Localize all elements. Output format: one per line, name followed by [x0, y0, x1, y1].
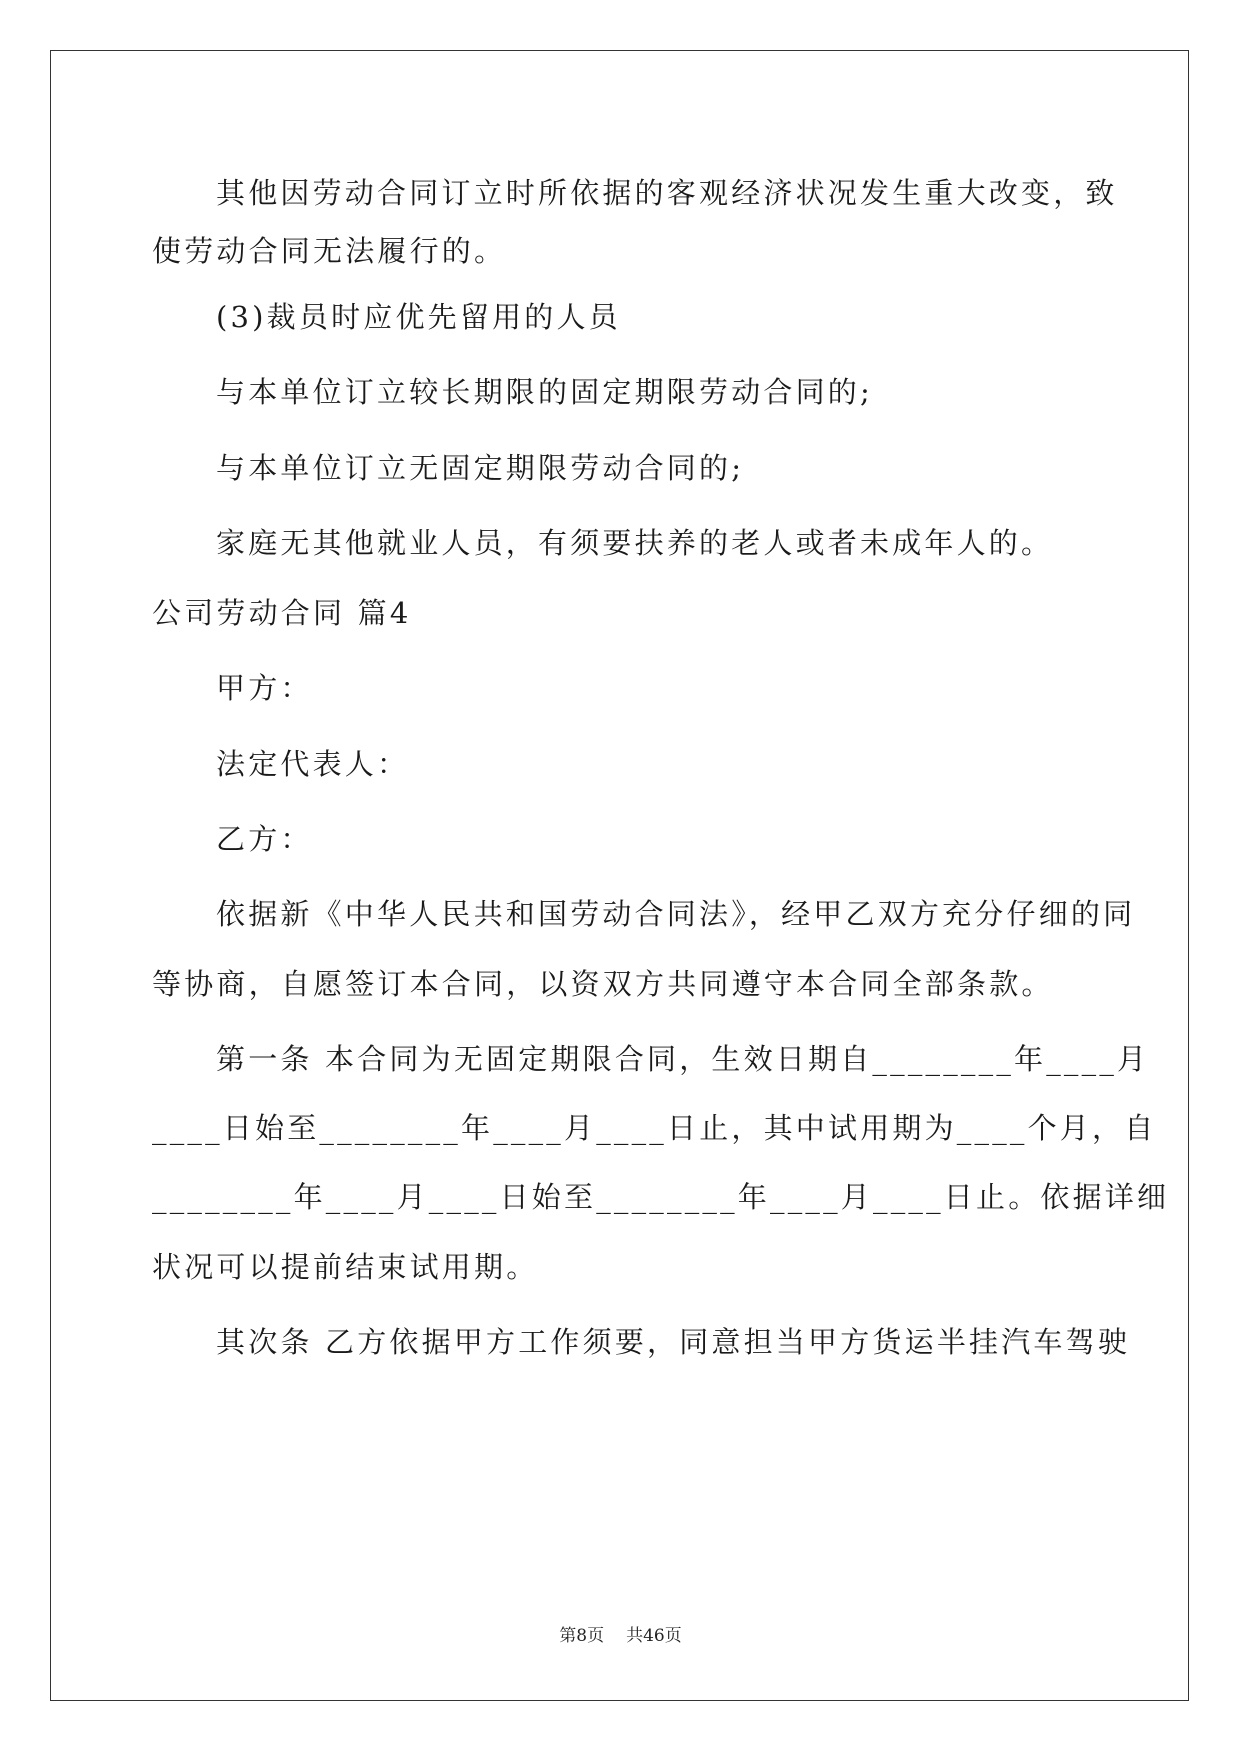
- paragraph-line: 与本单位订立较长期限的固定期限劳动合同的;: [216, 375, 873, 409]
- paragraph-line: 法定代表人：: [216, 747, 410, 781]
- paragraph-line: (3)裁员时应优先留用的人员: [216, 300, 621, 334]
- paragraph-line: 家庭无其他就业人员，有须要扶养的老人或者未成年人的。: [216, 526, 1054, 560]
- paragraph-line: 依据新《中华人民共和国劳动合同法》，经甲乙双方充分仔细的同: [216, 897, 1136, 931]
- page-current-number: 第8页: [559, 1626, 605, 1646]
- page-total-count: 共46页: [626, 1626, 682, 1646]
- paragraph-line: 甲方：: [216, 671, 313, 705]
- section-heading: 公司劳动合同 篇4: [152, 596, 412, 630]
- page-footer: [0, 1625, 1241, 1647]
- paragraph-line: ________年____月____日始至________年____月____日止。依据详细: [152, 1180, 1170, 1214]
- paragraph-line: 与本单位订立无固定期限劳动合同的;: [216, 451, 745, 485]
- paragraph-line: 其他因劳动合同订立时所依据的客观经济状况发生重大改变，致: [216, 176, 1118, 210]
- paragraph-line: 其次条 乙方依据甲方工作须要，同意担当甲方货运半挂汽车驾驶: [216, 1325, 1131, 1359]
- paragraph-line: ____日始至________年____月____日止，其中试用期为____个月，自: [152, 1111, 1157, 1145]
- paragraph-line: 使劳动合同无法履行的。: [152, 234, 507, 268]
- paragraph-line: 状况可以提前结束试用期。: [152, 1250, 539, 1284]
- paragraph-line: 等协商，自愿签订本合同，以资双方共同遵守本合同全部条款。: [152, 967, 1054, 1001]
- paragraph-line: 乙方：: [216, 822, 313, 856]
- paragraph-line: 第一条 本合同为无固定期限合同，生效日期自________年____月: [216, 1042, 1150, 1076]
